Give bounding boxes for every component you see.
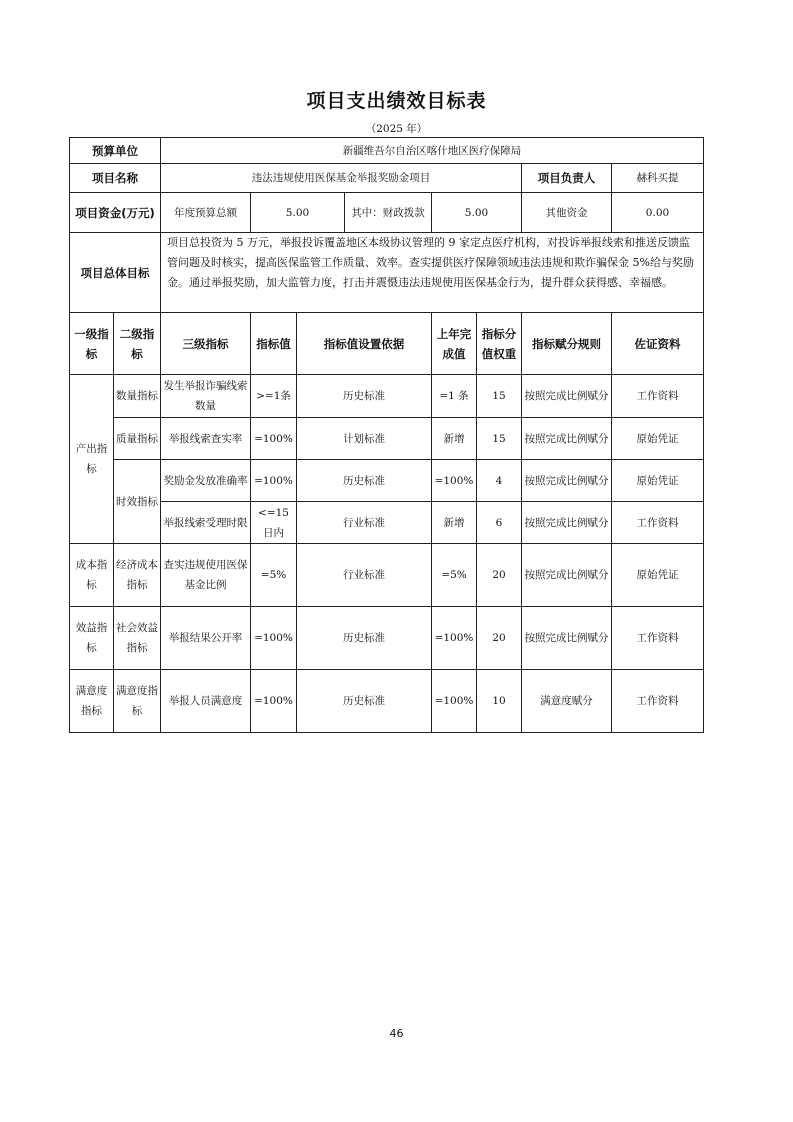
row-evidence: 原始凭证 [612,418,704,460]
project-name-value: 违法违规使用医保基金举报奖励金项目 [161,164,522,193]
group-benefit: 效益指标 [70,607,114,670]
row-basis: 行业标准 [297,544,432,607]
row-indicator: 举报人员满意度 [161,670,251,733]
fiscal-label: 其中：财政拨款 [345,193,432,233]
header-level2: 二级指标 [114,313,161,375]
row-last-year: 新增 [432,418,477,460]
row-basis: 历史标准 [297,670,432,733]
group-cost: 成本指标 [70,544,114,607]
row-last-year: =1 条 [432,375,477,418]
row-value: =5% [251,544,297,607]
annual-total-value: 5.00 [251,193,345,233]
row-rule: 按照完成比例赋分 [522,375,612,418]
header-rule: 指标赋分规则 [522,313,612,375]
row-indicator: 举报线索受理时限 [161,502,251,544]
fiscal-value: 5.00 [432,193,522,233]
row-rule: 按照完成比例赋分 [522,544,612,607]
table-row [70,460,704,502]
group-economic-cost: 经济成本指标 [114,544,161,607]
group-satisfaction-sub: 满意度指标 [114,670,161,733]
group-quality: 质量指标 [114,418,161,460]
row-last-year: =100% [432,607,477,670]
header-level3: 三级指标 [161,313,251,375]
row-rule: 按照完成比例赋分 [522,502,612,544]
row-weight: 4 [477,460,522,502]
row-weight: 15 [477,418,522,460]
overall-goal-label: 项目总体目标 [70,233,161,313]
performance-target-table [69,137,704,733]
header-last-year: 上年完成值 [432,313,477,375]
row-weight: 20 [477,544,522,607]
other-funds-value: 0.00 [612,193,704,233]
other-funds-label: 其他资金 [522,193,612,233]
row-last-year: =100% [432,670,477,733]
row-basis: 历史标准 [297,607,432,670]
table-row [70,544,704,607]
row-evidence: 原始凭证 [612,460,704,502]
table-row [70,375,704,418]
row-value: =100% [251,460,297,502]
row-weight: 10 [477,670,522,733]
row-indicator: 举报线索查实率 [161,418,251,460]
overall-goal-text: 项目总投资为 5 万元，举报投诉覆盖地区本级协议管理的 9 家定点医疗机构，对投诉举报线索和推送反馈监管问题及时核实，提高医保监管工作质量、效率。查实提供医疗保障领域违法违规和欺诈骗保金 5%给与奖励金。通过举报奖励，加大监管力度，打击并震慑违法违规使用医保基金行为，提升群众获得感、幸福感。 [161,233,704,313]
table-row [70,418,704,460]
row-rule: 按照完成比例赋分 [522,418,612,460]
row-weight: 20 [477,607,522,670]
row-evidence: 工作资料 [612,375,704,418]
table-row [70,502,704,544]
header-value: 指标值 [251,313,297,375]
page-title: 项目支出绩效目标表 [306,90,487,112]
budget-unit-value: 新疆维吾尔自治区喀什地区医疗保障局 [161,138,704,164]
row-value: =100% [251,418,297,460]
header-evidence: 佐证资料 [612,313,704,375]
row-rule: 满意度赋分 [522,670,612,733]
row-basis: 历史标准 [297,375,432,418]
row-evidence: 工作资料 [612,502,704,544]
group-timeliness: 时效指标 [114,460,161,544]
row-rule: 按照完成比例赋分 [522,460,612,502]
row-last-year: =100% [432,460,477,502]
annual-total-label: 年度预算总额 [161,193,251,233]
row-indicator: 奖励金发放准确率 [161,460,251,502]
row-basis: 历史标准 [297,460,432,502]
row-indicator: 查实违规使用医保基金比例 [161,544,251,607]
project-funds-label: 项目资金(万元) [70,193,161,233]
row-value: <=15日内 [251,502,297,544]
row-value: =100% [251,670,297,733]
year-label: （2025 年） [365,123,428,135]
row-last-year: 新增 [432,502,477,544]
project-owner-label: 项目负责人 [522,164,612,193]
row-evidence: 原始凭证 [612,544,704,607]
header-basis: 指标值设置依据 [297,313,432,375]
group-quantity: 数量指标 [114,375,161,418]
row-last-year: =5% [432,544,477,607]
budget-unit-label: 预算单位 [70,138,161,164]
project-owner-value: 赫科买提 [612,164,704,193]
page-number: 46 [389,1027,404,1040]
header-level1: 一级指标 [70,313,114,375]
row-value: =100% [251,607,297,670]
row-indicator: 发生举报诈骗线索数量 [161,375,251,418]
row-value: >=1条 [251,375,297,418]
row-basis: 计划标准 [297,418,432,460]
project-name-label: 项目名称 [70,164,161,193]
table-row [70,607,704,670]
row-basis: 行业标准 [297,502,432,544]
row-weight: 6 [477,502,522,544]
table-row [70,670,704,733]
group-satisfaction: 满意度指标 [70,670,114,733]
group-social-benefit: 社会效益指标 [114,607,161,670]
row-evidence: 工作资料 [612,607,704,670]
row-evidence: 工作资料 [612,670,704,733]
group-output: 产出指标 [70,375,114,544]
row-indicator: 举报结果公开率 [161,607,251,670]
row-weight: 15 [477,375,522,418]
row-rule: 按照完成比例赋分 [522,607,612,670]
header-weight: 指标分值权重 [477,313,522,375]
